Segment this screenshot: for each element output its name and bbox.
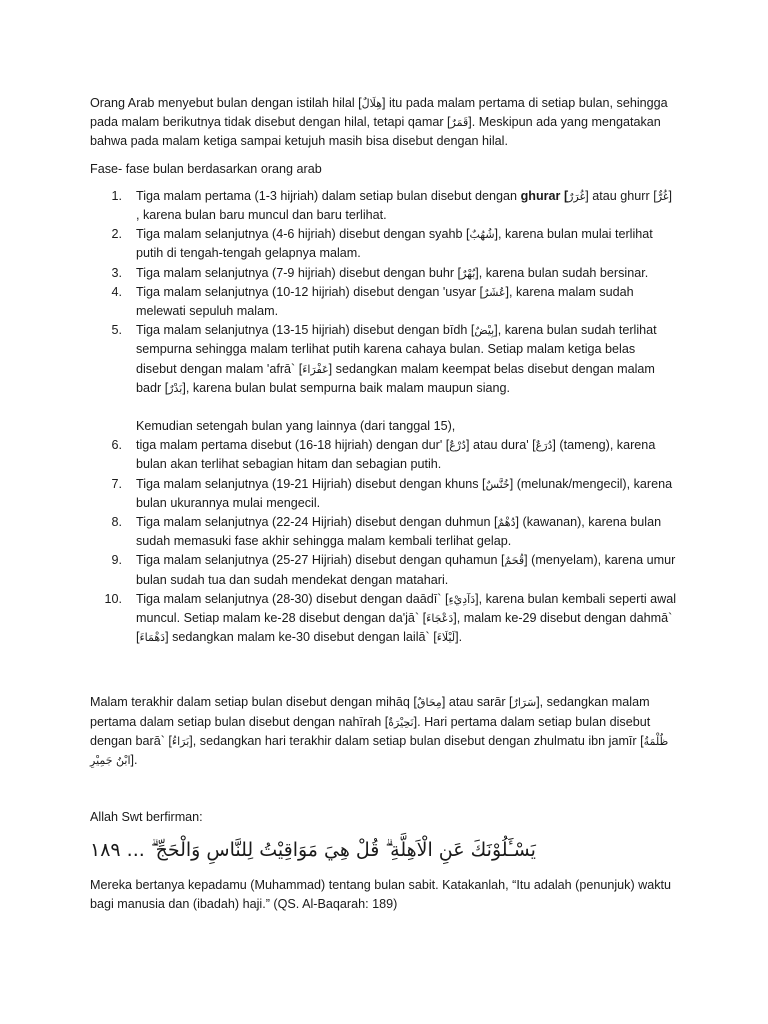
item-text: ] (melunak/mengecil), karena bulan ukurannya mulai mengecil. <box>136 476 673 510</box>
list-item <box>90 513 678 551</box>
list-number: 6. <box>111 438 122 453</box>
list-number: 3. <box>111 265 122 280</box>
list-item <box>90 264 678 283</box>
document-body <box>90 94 678 914</box>
item-text: Tiga malam selanjutnya (25-27 Hijriah) disebut dengan quhamun [ <box>136 553 505 568</box>
item-text: ], karena bulan sudah bersinar. <box>475 265 649 280</box>
arabic-term: بَرَاءُ <box>171 734 190 748</box>
list-item <box>90 187 678 225</box>
arabic-term: دَآدِيْءِ <box>448 592 476 606</box>
list-number: 7. <box>111 476 122 491</box>
list-number: 10. <box>104 591 122 606</box>
bold-term: ghurar [ <box>520 188 569 203</box>
item-text: ], karena bulan sudah terlihat sempurna sehingga malam terlihat putih karena cahaya bulan. Setiap malam ketiga belas disebut dengan malam 'afrā` [ <box>136 323 657 376</box>
list-item <box>90 321 678 398</box>
closing-text: ]. Hari pertama dalam setiap bulan disebut dengan barā` [ <box>90 714 651 748</box>
quote-intro: Allah Swt berfirman: <box>90 810 203 825</box>
closing-text: ], sedangkan malam pertama dalam setiap bulan disebut dengan nahīrah [ <box>90 695 650 729</box>
closing-text: ] atau sarār [ <box>441 695 513 710</box>
item-text: ] atau dura' [ <box>466 438 536 453</box>
list-note: Kemudian setengah bulan yang lainnya (dari tanggal 15), <box>136 419 456 434</box>
arabic-term: نَحِيْرَةٌ <box>388 715 414 729</box>
intro-text: ]. Meskipun ada yang mengatakan bahwa pada malam ketiga sampai ketujuh masih bisa disebut dengan hilal. <box>90 115 661 149</box>
item-text: ] sedangkan malam keempat belas disebut dengan malam badr [ <box>136 361 655 395</box>
item-text: ] (kawanan), karena bulan sudah memasuki fase akhir sehingga malam kembali terlihat gelap. <box>136 515 662 549</box>
item-text: ], karena bulan bulat sempurna baik malam maupun siang. <box>182 380 511 395</box>
closing-text: ], sedangkan hari terakhir dalam setiap bulan disebut dengan zhulmatu ibn jamīr [ <box>189 733 644 748</box>
list-item <box>90 225 678 263</box>
list-number: 5. <box>111 323 122 338</box>
item-text: Tiga malam selanjutnya (19-21 Hijriah) disebut dengan khuns [ <box>136 476 486 491</box>
arabic-term: غُرَرٌ <box>568 189 586 203</box>
arabic-term: ظُلْمَةُ ابْنُ جَمِيْرِ <box>90 734 669 768</box>
verse-translation: Mereka bertanya kepadamu (Muhammad) tentang bulan sabit. Katakanlah, “Itu adalah (penunjuk) waktu bagi manusia dan (ibadah) haji.” (QS. Al-Baqarah: 189) <box>90 877 672 911</box>
item-text: ], malam ke-29 disebut dengan dahmā` [ <box>136 611 673 645</box>
arabic-term: بِيْضٌ <box>474 324 495 338</box>
list-number: 4. <box>111 284 122 299</box>
item-text: ] , karena bulan baru muncul dan baru terlihat. <box>136 188 673 223</box>
list-item <box>90 436 678 474</box>
phase-list <box>90 187 678 648</box>
section-heading: Fase- fase bulan berdasarkan orang arab <box>90 161 322 176</box>
intro-text: Orang Arab menyebut bulan dengan istilah hilal [ <box>90 96 362 110</box>
item-text: tiga malam pertama disebut (16-18 hijriah) dengan dur' [ <box>136 438 450 453</box>
item-text: ] sedangkan malam ke-30 disebut dengan lailā` [ <box>165 630 437 645</box>
closing-text: Malam terakhir dalam setiap bulan disebut dengan mihāq [ <box>90 695 417 710</box>
arabic-term: دُرْعٌ <box>449 439 467 453</box>
arabic-term: بَدْرٌ <box>168 381 183 395</box>
arabic-term: لَيْلَاءَ <box>436 631 456 645</box>
item-text: ], karena malam sudah melewati sepuluh malam. <box>136 284 634 319</box>
arabic-term: هِلَالٌ <box>361 97 383 110</box>
item-text: Tiga malam selanjutnya (4-6 hijriah) disebut dengan syahb [ <box>136 227 470 242</box>
arabic-term: خُنَّسٌ <box>485 477 510 491</box>
quran-verse: يَسْـَٔلُوْنَكَ عَنِ الْاَهِلَّةِ ۗ قُلْ هِيَ مَوَاقِيْتُ لِلنَّاسِ وَالْحَجِّ ۗ ... ١٨٩ <box>90 838 536 861</box>
item-text: ] atau ghurr [ <box>585 188 657 203</box>
item-text: Tiga malam pertama (1-3 hijriah) dalam setiap bulan disebut dengan <box>136 188 521 203</box>
item-text: ] (menyelam), karena umur bulan sudah tua dan sudah mendekat dengan matahari. <box>136 553 676 587</box>
arabic-term: شُهُبٌ <box>469 228 495 242</box>
closing-text: ]. <box>130 753 138 768</box>
item-text: ] (tameng), karena bulan akan terlihat sebagian hitam dan sebagian putih. <box>136 438 656 472</box>
list-number: 8. <box>111 515 122 530</box>
closing-paragraph <box>90 693 678 770</box>
item-text: Tiga malam selanjutnya (13-15 hijriah) disebut dengan bīdh [ <box>136 323 475 338</box>
arabic-term: قَمَرٌ <box>450 116 469 130</box>
item-text: ], karena bulan mulai terlihat putih di tengah-tengah gelapnya malam. <box>136 227 653 261</box>
list-number: 2. <box>111 227 122 242</box>
intro-text: ] itu pada malam pertama di setiap bulan, sehingga pada malam berikutnya tidak disebut dengan hilal, tetapi qamar [ <box>90 96 668 130</box>
list-number: 9. <box>111 553 122 568</box>
arabic-term: دَهْمَاءَ <box>139 631 166 645</box>
arabic-term: عُشَرٌ <box>483 285 506 299</box>
item-text: Tiga malam selanjutnya (10-12 hijriah) disebut dengan 'usyar [ <box>136 284 484 299</box>
arabic-term: قُحَمٌ <box>504 554 525 568</box>
arabic-term: عَفْرَاءَ <box>302 362 329 376</box>
arabic-term: دُرَعٌ <box>535 439 553 453</box>
arabic-term: دَعْجَاءَ <box>426 612 454 626</box>
arabic-term: دُهْمٌ <box>497 516 516 530</box>
item-text: Tiga malam selanjutnya (28-30) disebut dengan daādī` [ <box>136 591 449 606</box>
list-item <box>90 283 678 321</box>
item-text: Tiga malam selanjutnya (7-9 hijriah) disebut dengan buhr [ <box>136 265 462 280</box>
arabic-term: غُرٌّ <box>656 189 669 203</box>
item-text: ]. <box>455 630 463 645</box>
list-item <box>90 590 678 648</box>
item-text: Tiga malam selanjutnya (22-24 Hijriah) disebut dengan duhmun [ <box>136 515 498 530</box>
arabic-term: بُهْرٌ <box>461 266 476 280</box>
arabic-term: مِحَاقٌ <box>416 696 442 710</box>
intro-paragraph <box>90 94 678 152</box>
list-item <box>90 475 678 513</box>
arabic-term: سَرَارٌ <box>512 696 537 710</box>
item-text: ], karena bulan kembali seperti awal muncul. Setiap malam ke-28 disebut dengan da'jā` [ <box>136 591 677 626</box>
list-item <box>90 551 678 589</box>
list-number: 1. <box>111 188 122 203</box>
